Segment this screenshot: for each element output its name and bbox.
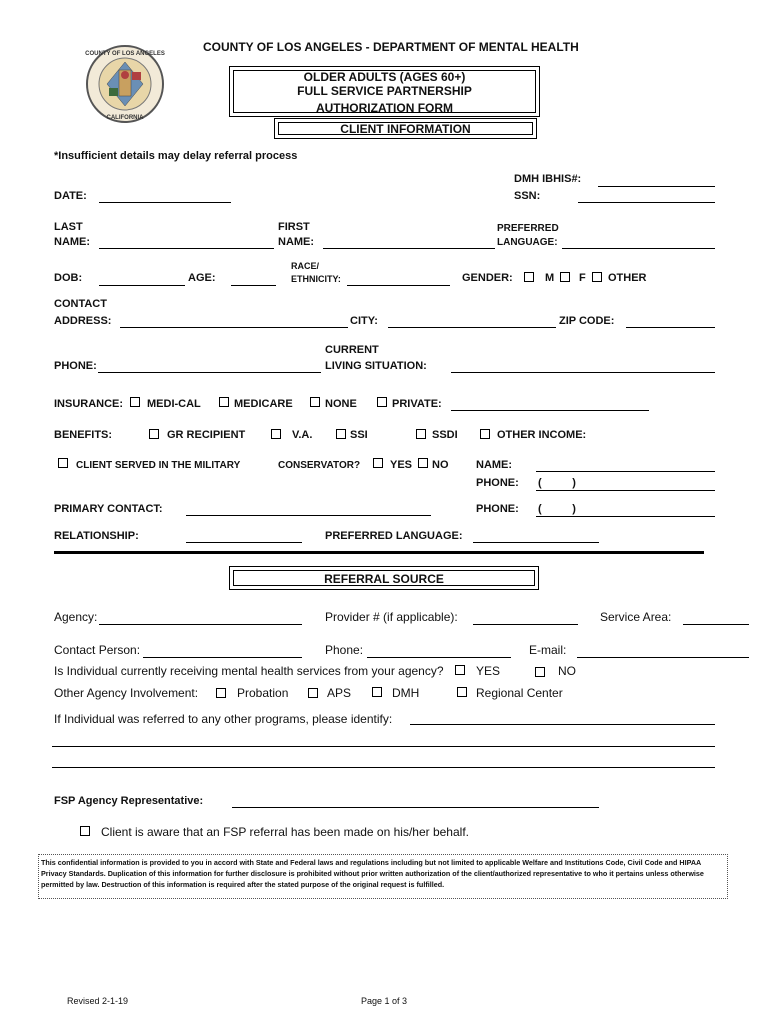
- address-field[interactable]: [120, 327, 348, 328]
- receiving-yes-checkbox[interactable]: [455, 665, 465, 675]
- provider-field[interactable]: [473, 624, 578, 625]
- address-label: ADDRESS:: [54, 315, 112, 327]
- referral-title: REFERRAL SOURCE: [324, 572, 444, 586]
- conservator-no-checkbox[interactable]: [418, 458, 428, 468]
- age-label: AGE:: [188, 272, 216, 284]
- form-title-line1: OLDER ADULTS (AGES 60+): [303, 70, 466, 84]
- gr-recipient-label: GR RECIPIENT: [167, 429, 246, 441]
- conservator-name-field[interactable]: [536, 471, 715, 472]
- gender-f-checkbox[interactable]: [560, 272, 570, 282]
- dob-field[interactable]: [99, 285, 185, 286]
- email-field[interactable]: [577, 657, 749, 658]
- fsp-rep-label: FSP Agency Representative:: [54, 795, 204, 807]
- current-label: CURRENT: [325, 344, 379, 356]
- conservator-label: CONSERVATOR?: [278, 460, 361, 471]
- contact-label: CONTACT: [54, 298, 107, 310]
- seal-bottom-text: CALIFORNIA: [106, 115, 144, 121]
- page-number: Page 1 of 3: [361, 996, 408, 1006]
- conservator-no-label: NO: [432, 459, 449, 471]
- primary-contact-label: PRIMARY CONTACT:: [54, 503, 163, 515]
- date-label: DATE:: [54, 190, 87, 202]
- zip-label: ZIP CODE:: [559, 315, 615, 327]
- revised-date: Revised 2-1-19: [67, 996, 129, 1006]
- referral-phone-label: Phone:: [325, 643, 364, 657]
- receiving-no-label: NO: [558, 664, 576, 678]
- provider-label: Provider # (if applicable):: [325, 610, 458, 624]
- city-label: CITY:: [350, 315, 378, 327]
- va-label: V.A.: [292, 429, 313, 441]
- receiving-services-question: Is Individual currently receiving mental health services from your agency?: [54, 664, 444, 678]
- form-title-line3: AUTHORIZATION FORM: [315, 101, 454, 115]
- confidential-box: [38, 854, 728, 899]
- zip-field[interactable]: [626, 327, 715, 328]
- service-area-field[interactable]: [683, 624, 749, 625]
- medi-cal-label: MEDI-CAL: [147, 398, 201, 410]
- other-income-label: OTHER INCOME:: [497, 429, 587, 441]
- probation-checkbox[interactable]: [216, 688, 226, 698]
- ssn-field[interactable]: [578, 202, 715, 203]
- city-field[interactable]: [388, 327, 556, 328]
- regional-center-checkbox[interactable]: [457, 687, 467, 697]
- client-aware-checkbox[interactable]: [80, 826, 90, 836]
- preferred-language-field[interactable]: [562, 248, 715, 249]
- primary-contact-field[interactable]: [186, 515, 431, 516]
- relationship-label: RELATIONSHIP:: [54, 530, 139, 542]
- service-area-label: Service Area:: [600, 610, 672, 624]
- living-situation-label: LIVING SITUATION:: [325, 360, 427, 372]
- other-income-checkbox[interactable]: [480, 429, 490, 439]
- primary-contact-phone-label: PHONE:: [476, 503, 519, 515]
- first-label: FIRST: [278, 221, 310, 233]
- gender-f-label: F: [579, 272, 586, 284]
- none-label: NONE: [325, 398, 357, 410]
- client-info-title: CLIENT INFORMATION: [340, 122, 471, 136]
- contact-person-label: Contact Person:: [54, 643, 141, 657]
- primary-contact-phone-field[interactable]: [536, 516, 715, 517]
- private-label: PRIVATE:: [392, 398, 442, 410]
- fsp-rep-field[interactable]: [232, 807, 599, 808]
- primary-contact-phone-paren: ( ): [538, 503, 576, 515]
- regional-center-label: Regional Center: [476, 686, 563, 700]
- none-checkbox[interactable]: [310, 397, 320, 407]
- last-label: LAST: [54, 221, 83, 233]
- preferred-label: PREFERRED: [497, 223, 559, 234]
- conservator-phone-field[interactable]: [536, 490, 715, 491]
- confidential-text: This confidential information is provided to you in accord with State and Federal laws and regulations including but not limited to applicable Welfare and Institutions Code, Civil Code and HIPAA Privacy Standards. Duplication of this information for further disclosure is prohibited without prior written authorization of the client/authorized representative to who it pertains unless otherwise permitted by law. Destruction of this information is required after the stated purpose of the original request is fulfilled.: [41, 858, 704, 889]
- agency-field[interactable]: [99, 624, 302, 625]
- phone-field[interactable]: [98, 372, 321, 373]
- dob-label: DOB:: [54, 272, 83, 284]
- other-programs-field-3[interactable]: [52, 767, 715, 768]
- aps-label: APS: [327, 686, 352, 700]
- living-situation-field[interactable]: [451, 372, 715, 373]
- ethnicity-field[interactable]: [347, 285, 450, 286]
- ethnicity-label: ETHNICITY:: [291, 274, 341, 284]
- other-programs-field-1[interactable]: [410, 724, 715, 725]
- dmh-ibhis-field[interactable]: [598, 186, 715, 187]
- gender-other-label: OTHER: [608, 272, 647, 284]
- county-seal-icon: [85, 44, 165, 124]
- ssdi-checkbox[interactable]: [416, 429, 426, 439]
- benefits-label: BENEFITS:: [54, 429, 113, 441]
- ssn-label: SSN:: [514, 190, 541, 202]
- relationship-field[interactable]: [186, 542, 302, 543]
- gender-label: GENDER:: [462, 272, 513, 284]
- private-checkbox[interactable]: [377, 397, 387, 407]
- medicare-checkbox[interactable]: [219, 397, 229, 407]
- other-programs-field-2[interactable]: [52, 746, 715, 747]
- language-label: LANGUAGE:: [497, 237, 558, 248]
- form-title-line2: FULL SERVICE PARTNERSHIP: [297, 84, 472, 98]
- gender-m-checkbox[interactable]: [524, 272, 534, 282]
- section-divider: [54, 551, 704, 554]
- medi-cal-checkbox[interactable]: [130, 397, 140, 407]
- first-name-label: NAME:: [278, 236, 315, 248]
- first-name-field[interactable]: [323, 248, 495, 249]
- email-label: E-mail:: [529, 643, 567, 657]
- probation-label: Probation: [237, 686, 289, 700]
- agency-title: COUNTY OF LOS ANGELES - DEPARTMENT OF MENTAL HEALTH: [203, 40, 579, 54]
- conservator-yes-label: YES: [390, 459, 413, 471]
- gender-other-checkbox[interactable]: [592, 272, 602, 282]
- conservator-phone-label: PHONE:: [476, 477, 519, 489]
- dmh-checkbox[interactable]: [372, 687, 382, 697]
- ssdi-label: SSDI: [432, 429, 458, 441]
- medicare-label: MEDICARE: [234, 398, 293, 410]
- date-field[interactable]: [99, 202, 231, 203]
- military-checkbox[interactable]: [58, 458, 68, 468]
- va-checkbox[interactable]: [271, 429, 281, 439]
- agency-label: Agency:: [54, 610, 98, 624]
- race-label: RACE/: [291, 261, 320, 271]
- ssi-checkbox[interactable]: [336, 429, 346, 439]
- age-field[interactable]: [231, 285, 276, 286]
- private-field[interactable]: [451, 410, 649, 411]
- ssi-label: SSI: [350, 429, 368, 441]
- preferred-language-label: PREFERRED LANGUAGE:: [325, 530, 463, 542]
- referral-note: *Insufficient details may delay referral process: [54, 150, 298, 162]
- conservator-phone-paren: ( ): [538, 477, 576, 489]
- other-agency-label: Other Agency Involvement:: [54, 686, 199, 700]
- conservator-name-label: NAME:: [476, 459, 513, 471]
- dmh-label: DMH: [392, 686, 420, 700]
- preferred-language-contact-field[interactable]: [473, 542, 599, 543]
- last-name-label: NAME:: [54, 236, 91, 248]
- conservator-yes-checkbox[interactable]: [373, 458, 383, 468]
- seal-top-text: COUNTY OF LOS ANGELES: [85, 51, 165, 57]
- client-aware-label: Client is aware that an FSP referral has been made on his/her behalf.: [101, 825, 469, 839]
- receiving-no-checkbox[interactable]: [535, 667, 545, 677]
- military-label: CLIENT SERVED IN THE MILITARY: [76, 460, 241, 471]
- phone-label: PHONE:: [54, 360, 97, 372]
- receiving-yes-label: YES: [476, 664, 501, 678]
- gender-m-label: M: [545, 272, 555, 284]
- gr-recipient-checkbox[interactable]: [149, 429, 159, 439]
- other-programs-label: If Individual was referred to any other programs, please identify:: [54, 712, 393, 726]
- referral-phone-field[interactable]: [367, 657, 511, 658]
- aps-checkbox[interactable]: [308, 688, 318, 698]
- last-name-field[interactable]: [99, 248, 274, 249]
- dmh-ibhis-label: DMH IBHIS#:: [514, 173, 582, 185]
- insurance-label: INSURANCE:: [54, 398, 124, 410]
- contact-person-field[interactable]: [143, 657, 302, 658]
